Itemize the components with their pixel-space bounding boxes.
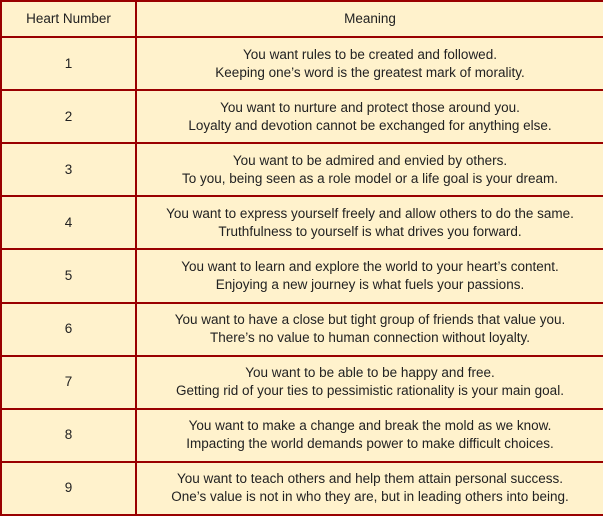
meaning-line: Impacting the world demands power to make difficult choices. bbox=[186, 436, 554, 452]
heart-number-cell: 9 bbox=[1, 462, 136, 515]
meaning-line: You want to make a change and break the mold as we know. bbox=[188, 418, 552, 434]
meaning-cell bbox=[136, 409, 603, 462]
table-row bbox=[1, 249, 603, 302]
table-row bbox=[1, 409, 603, 462]
meaning-cell bbox=[136, 303, 603, 356]
heart-number-cell: 3 bbox=[1, 143, 136, 196]
heart-number-cell: 5 bbox=[1, 249, 136, 302]
table-header-row bbox=[1, 1, 603, 37]
table-row bbox=[1, 37, 603, 90]
meaning-line: Loyalty and devotion cannot be exchanged for anything else. bbox=[188, 117, 552, 133]
meaning-cell bbox=[136, 249, 603, 302]
heart-number-cell: 6 bbox=[1, 303, 136, 356]
meaning-line: You want to be able to be happy and free. bbox=[245, 365, 495, 381]
meaning-cell bbox=[136, 196, 603, 249]
header-meaning: Meaning bbox=[136, 1, 603, 37]
meaning-line: You want to be admired and envied by others. bbox=[232, 152, 508, 168]
meaning-line: One’s value is not in who they are, but in leading others into being. bbox=[171, 489, 569, 505]
meaning-line: Keeping one’s word is the greatest mark of morality. bbox=[215, 64, 525, 80]
meaning-line: You want to have a close but tight group of friends that value you. bbox=[174, 312, 566, 328]
meaning-line: You want to nurture and protect those around you. bbox=[220, 99, 520, 115]
meaning-line: Enjoying a new journey is what fuels your passions. bbox=[215, 276, 525, 292]
table-row bbox=[1, 356, 603, 409]
table-row bbox=[1, 196, 603, 249]
meaning-cell bbox=[136, 37, 603, 90]
heart-number-cell: 4 bbox=[1, 196, 136, 249]
heart-number-cell: 2 bbox=[1, 90, 136, 143]
meaning-line: You want to teach others and help them attain personal success. bbox=[177, 471, 563, 487]
heart-number-cell: 8 bbox=[1, 409, 136, 462]
meaning-line: To you, being seen as a role model or a life goal is your dream. bbox=[182, 170, 558, 186]
header-heart-number: Heart Number bbox=[1, 1, 136, 37]
meaning-cell bbox=[136, 143, 603, 196]
meaning-cell bbox=[136, 356, 603, 409]
heart-number-cell: 1 bbox=[1, 37, 136, 90]
meaning-cell bbox=[136, 90, 603, 143]
heart-number-cell: 7 bbox=[1, 356, 136, 409]
meaning-line: You want to learn and explore the world to your heart’s content. bbox=[181, 258, 559, 274]
table-row bbox=[1, 143, 603, 196]
table-row bbox=[1, 462, 603, 515]
meaning-line: There’s no value to human connection without loyalty. bbox=[210, 330, 530, 346]
table-row bbox=[1, 303, 603, 356]
meaning-line: Getting rid of your ties to pessimistic rationality is your main goal. bbox=[176, 383, 564, 399]
meaning-line: You want rules to be created and followed. bbox=[243, 46, 497, 62]
meaning-line: You want to express yourself freely and allow others to do the same. bbox=[166, 205, 574, 221]
meaning-line: Truthfulness to yourself is what drives you forward. bbox=[218, 223, 522, 239]
table-row bbox=[1, 90, 603, 143]
meaning-cell bbox=[136, 462, 603, 515]
